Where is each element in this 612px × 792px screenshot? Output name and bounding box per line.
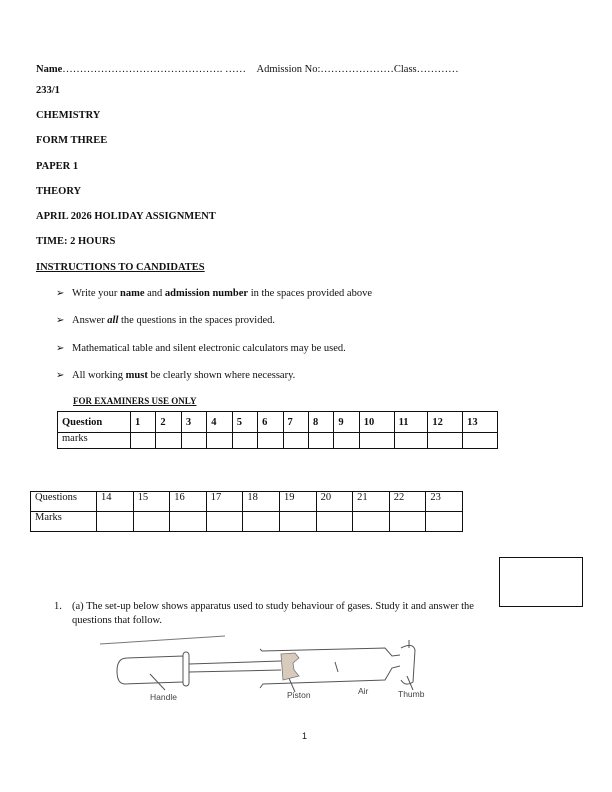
question-cell: 22 [389,492,426,512]
candidate-details-line [36,64,459,75]
question-header-cell: Question [58,412,131,433]
marks-table-1 [57,411,498,449]
instruction-item: ➢ All working must be clearly shown where necessary. [56,370,296,381]
question-cell: 17 [206,492,243,512]
syringe-diagram [95,632,435,707]
syringe-icon [95,632,435,707]
question-cell: 4 [207,412,232,433]
question-cell: 3 [181,412,206,433]
thumb-label: Thumb [398,689,425,699]
marks-cell[interactable] [156,433,181,449]
class-label: Class [393,64,417,75]
page-number: 1 [302,731,308,741]
marks-cell[interactable] [279,512,316,532]
marks-header-cell: Marks [31,512,97,532]
marks-cell[interactable] [97,512,134,532]
question-cell: 23 [426,492,463,512]
question-cell: 16 [170,492,207,512]
question-cell: 15 [133,492,170,512]
question-text: (a) The set-up below shows apparatus used to study behaviour of gases. Study it and answer the questions that follow. [72,601,474,626]
marks-cell[interactable] [207,433,232,449]
arrow-bullet-icon: ➢ [56,370,65,381]
question-row [58,412,498,433]
question-cell: 21 [353,492,390,512]
question-cell: 11 [394,412,428,433]
question-cell: 20 [316,492,353,512]
marks-cell[interactable] [426,512,463,532]
assignment-title: APRIL 2026 HOLIDAY ASSIGNMENT [36,211,216,222]
arrow-bullet-icon: ➢ [56,288,65,299]
marks-cell[interactable] [181,433,206,449]
paper-code: 233/1 [36,85,60,96]
time-allowed: TIME: 2 HOURS [36,236,116,247]
instruction-item: ➢ Mathematical table and silent electronic calculators may be used. [56,343,346,354]
marks-cell[interactable] [389,512,426,532]
instruction-item: ➢ Answer all the questions in the spaces provided. [56,315,275,326]
question-cell: 7 [283,412,308,433]
marks-cell[interactable] [133,512,170,532]
paper-number: PAPER 1 [36,161,79,172]
class-field[interactable]: ………… [416,64,459,75]
subject-title: CHEMISTRY [36,110,101,121]
name-field[interactable]: ………………………………………. …… [62,64,246,75]
admission-field[interactable]: ………………… [320,64,394,75]
paper-type: THEORY [36,186,82,197]
marks-cell[interactable] [334,433,359,449]
question-cell: 18 [243,492,280,512]
marks-cell[interactable] [283,433,308,449]
instructions-heading: INSTRUCTIONS TO CANDIDATES [36,262,205,273]
question-cell: 13 [463,412,498,433]
marks-header-cell: marks [58,433,131,449]
marks-cell[interactable] [258,433,283,449]
air-label: Air [358,686,369,696]
question-row [31,492,463,512]
marks-cell[interactable] [243,512,280,532]
marks-cell[interactable] [353,512,390,532]
handle-label: Handle [150,692,177,702]
question-cell: 14 [97,492,134,512]
question-cell: 19 [279,492,316,512]
arrow-bullet-icon: ➢ [56,343,65,354]
question-number: 1. [54,601,62,612]
marks-cell[interactable] [308,433,333,449]
marks-cell[interactable] [170,512,207,532]
question-cell: 8 [308,412,333,433]
piston-label: Piston [287,690,311,700]
form-level: FORM THREE [36,135,108,146]
marks-cell[interactable] [463,433,498,449]
score-box[interactable] [499,557,583,607]
marks-row [58,433,498,449]
examiners-heading: FOR EXAMINERS USE ONLY [73,396,197,406]
question-cell: 5 [232,412,257,433]
marks-cell[interactable] [232,433,257,449]
marks-cell[interactable] [428,433,463,449]
question-cell: 1 [131,412,156,433]
marks-table-2 [30,491,463,532]
question-cell: 2 [156,412,181,433]
question-cell: 10 [359,412,394,433]
marks-row [31,512,463,532]
marks-cell[interactable] [359,433,394,449]
question-header-cell: Questions [31,492,97,512]
question-cell: 9 [334,412,359,433]
marks-cell[interactable] [131,433,156,449]
instruction-item: ➢ Write your name and admission number in the spaces provided above [56,288,372,299]
question-cell: 12 [428,412,463,433]
marks-cell[interactable] [316,512,353,532]
arrow-bullet-icon: ➢ [56,315,65,326]
question-cell: 6 [258,412,283,433]
admission-label: Admission No: [256,64,321,75]
marks-cell[interactable] [206,512,243,532]
name-label: Name [36,64,63,75]
marks-cell[interactable] [394,433,428,449]
